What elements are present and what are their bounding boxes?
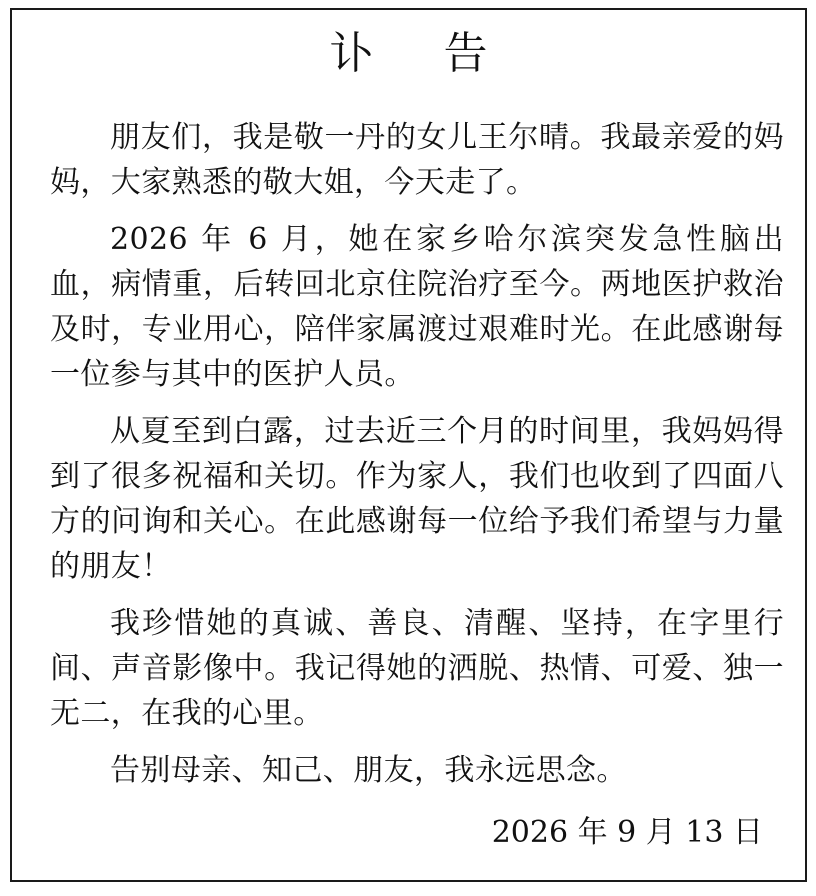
paragraph-intro: 朋友们，我是敬一丹的女儿王尔晴。我最亲爱的妈妈，大家熟悉的敬大姐，今天走了。 xyxy=(50,120,784,200)
paragraph-farewell: 告别母亲、知己、朋友，我永远思念。 xyxy=(110,753,627,788)
paragraph-memories: 我珍惜她的真诚、善良、清醒、坚持，在字里行间、声音影像中。我记得她的洒脱、热情、可爱、独一无二，在我的心里。 xyxy=(50,606,784,731)
notice-title: 讣 告 xyxy=(329,28,516,79)
notice-date: 2026 年 9 月 13 日 xyxy=(491,815,763,850)
paragraph-thanks: 从夏至到白露，过去近三个月的时间里，我妈妈得到了很多祝福和关切。作为家人，我们也收到了四面八方的问询和关心。在此感谢每一位给予我们希望与力量的朋友！ xyxy=(50,414,784,584)
paragraph-illness: 2026 年 6 月，她在家乡哈尔滨突发急性脑出血，病情重，后转回北京住院治疗至今。两地医护救治及时，专业用心，陪伴家属渡过艰难时光。在此感谢每一位参与其中的医护人员。 xyxy=(50,222,784,392)
notice-body xyxy=(50,115,784,805)
notice-frame xyxy=(10,8,807,882)
